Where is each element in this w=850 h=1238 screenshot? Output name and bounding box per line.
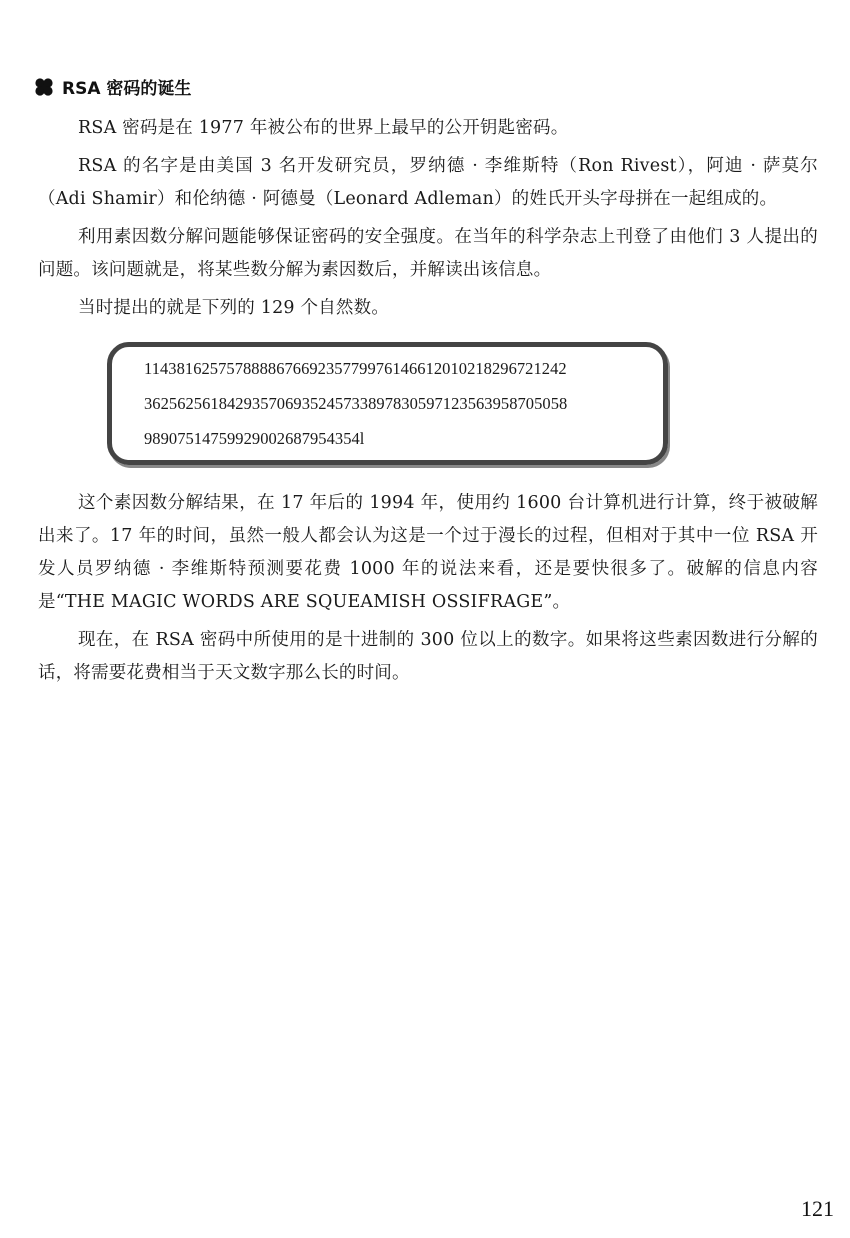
paragraph-number-intro: 当时提出的就是下列的 129 个自然数。 (78, 298, 390, 318)
page-number: 121 (801, 1196, 834, 1221)
section-heading (34, 74, 191, 99)
paragraph-intro: RSA 密码是在 1977 年被公布的世界上最早的公开钥匙密码。 (78, 118, 569, 138)
number-line: 362562561842935706935245733897830597123563958705058 (144, 394, 568, 413)
paragraph-factoring-result: 这个素因数分解结果，在 17 年后的 1994 年，使用约 1600 台计算机进行计算，终于被破解出来了。17 年的时间，虽然一般人都会认为这是一个过于漫长的过程，但相对于其中一位 RSA 开发人员罗纳德 · 李维斯特预测要花费 1000 年的说法来看，还是要快很多了。破解的信息内容是“THE MAGIC WORDS ARE SQUEAMISH OSSIFRAGE”。 (38, 493, 818, 612)
rsa-129-number-box (107, 342, 668, 465)
paragraph-name-origin: RSA 的名字是由美国 3 名开发研究员，罗纳德 · 李维斯特（Ron Rivest），阿迪 · 萨莫尔（Adi Shamir）和伦纳德 · 阿德曼（Leonard Adleman）的姓氏开头字母拼在一起组成的。 (38, 156, 818, 209)
body-text-top (38, 112, 818, 330)
paragraph-current-rsa: 现在，在 RSA 密码中所使用的是十进制的 300 位以上的数字。如果将这些素因数进行分解的话，将需要花费相当于天文数字那么长的时间。 (38, 630, 818, 683)
four-leaf-clover-icon (34, 77, 54, 97)
section-title: RSA 密码的诞生 (62, 79, 192, 99)
body-text-bottom (38, 487, 818, 695)
number-line: 98907514759929002687954354l (144, 429, 365, 448)
number-line: 114381625757888867669235779976146612010218296721242 (144, 359, 567, 378)
paragraph-factoring: 利用素因数分解问题能够保证密码的安全强度。在当年的科学杂志上刊登了由他们 3 人提出的问题。该问题就是，将某些数分解为素因数后，并解读出该信息。 (38, 227, 818, 280)
